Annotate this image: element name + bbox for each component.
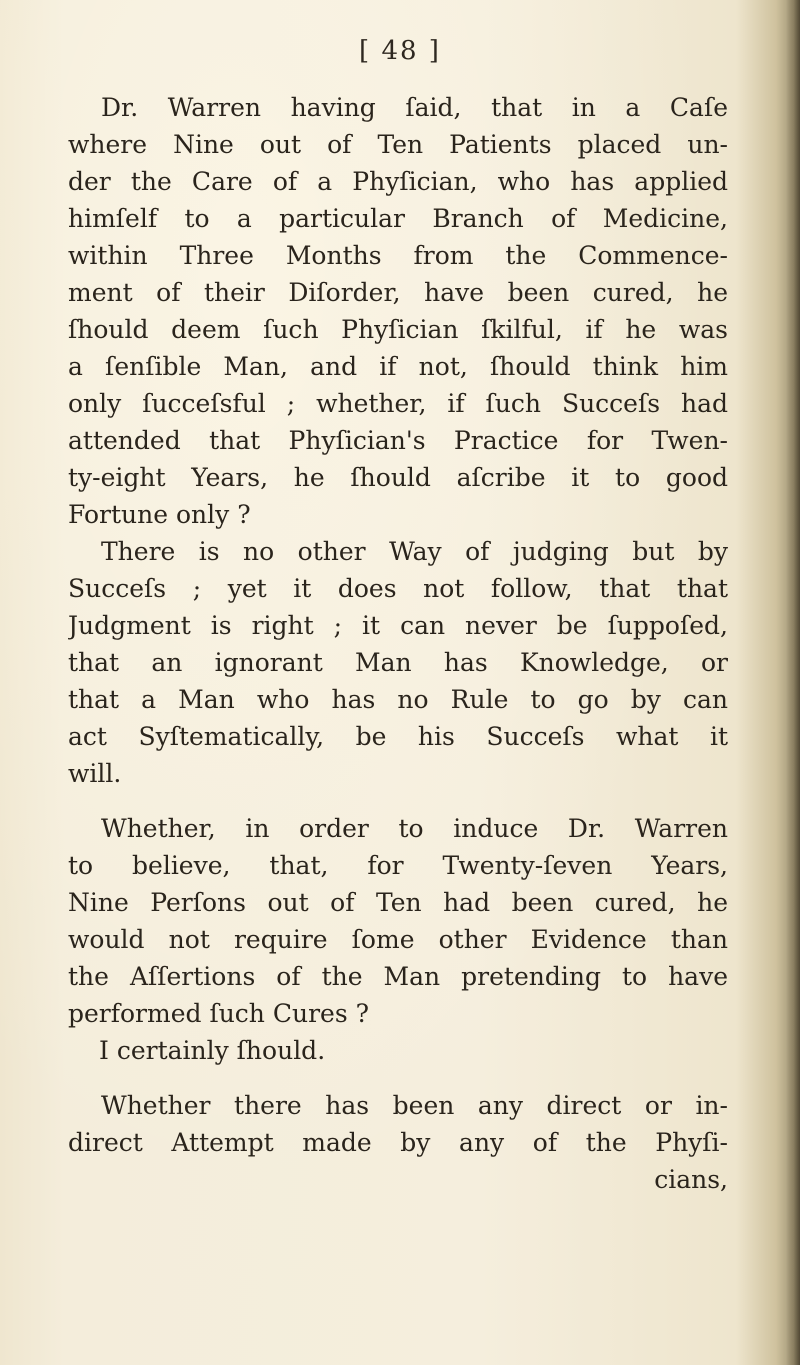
paragraph-1 bbox=[68, 89, 728, 533]
paragraph-4 bbox=[68, 1032, 728, 1069]
text-line: Judgment is right ; it can never be ſuppoſed, bbox=[68, 611, 728, 640]
text-line: that a Man who has no Rule to go by can bbox=[68, 685, 728, 714]
text-line: Whether there has been any direct or in- bbox=[101, 1091, 728, 1120]
paragraph-3 bbox=[68, 810, 728, 1032]
text-line: ment of their Diſorder, have been cured, he bbox=[68, 278, 728, 307]
page-number-header: [ 48 ] bbox=[359, 36, 441, 66]
text-line: would not require ſome other Evidence than bbox=[68, 925, 728, 954]
text-line: himſelf to a particular Branch of Medicine, bbox=[68, 204, 728, 233]
text-line: Fortune only ? bbox=[68, 500, 251, 529]
text-line: performed ſuch Cures ? bbox=[68, 999, 370, 1028]
paragraph-5 bbox=[68, 1087, 728, 1198]
text-line: to believe, that, for Twenty-ſeven Years, bbox=[68, 851, 728, 880]
body-text bbox=[68, 89, 728, 1198]
text-line: Nine Perſons out of Ten had been cured, he bbox=[68, 888, 728, 917]
text-line: Whether, in order to induce Dr. Warren bbox=[101, 814, 728, 843]
text-line: only ſucceſsful ; whether, if ſuch Succeſs had bbox=[68, 389, 728, 418]
paragraph-gap bbox=[68, 792, 728, 810]
text-line: There is no other Way of judging but by bbox=[101, 537, 728, 566]
text-line: within Three Months from the Commence- bbox=[68, 241, 728, 270]
text-line: der the Care of a Phyſician, who has applied bbox=[68, 167, 728, 196]
text-line: will. bbox=[68, 759, 122, 788]
text-line: where Nine out of Ten Patients placed un- bbox=[68, 130, 728, 159]
text-line: ſhould deem ſuch Phyſician ſkilful, if he was bbox=[68, 315, 728, 344]
text-line: act Syſtematically, be his Succeſs what it bbox=[68, 722, 728, 751]
text-line: the Aſſertions of the Man pretending to have bbox=[68, 962, 728, 991]
text-line: cians, bbox=[654, 1165, 728, 1194]
paragraph-gap bbox=[68, 1069, 728, 1087]
text-line: Succeſs ; yet it does not follow, that that bbox=[68, 574, 728, 603]
text-line: attended that Phyſician's Practice for Twen- bbox=[68, 426, 728, 455]
text-line: direct Attempt made by any of the Phyſi- bbox=[68, 1128, 728, 1157]
page-edge-shadow bbox=[786, 0, 800, 1365]
text-line: that an ignorant Man has Knowledge, or bbox=[68, 648, 728, 677]
text-line: I certainly ſhould. bbox=[99, 1036, 326, 1065]
paragraph-2 bbox=[68, 533, 728, 792]
text-line: ty-eight Years, he ſhould aſcribe it to good bbox=[68, 463, 728, 492]
text-line: a ſenſible Man, and if not, ſhould think him bbox=[68, 352, 728, 381]
text-line: Dr. Warren having ſaid, that in a Caſe bbox=[101, 93, 728, 122]
